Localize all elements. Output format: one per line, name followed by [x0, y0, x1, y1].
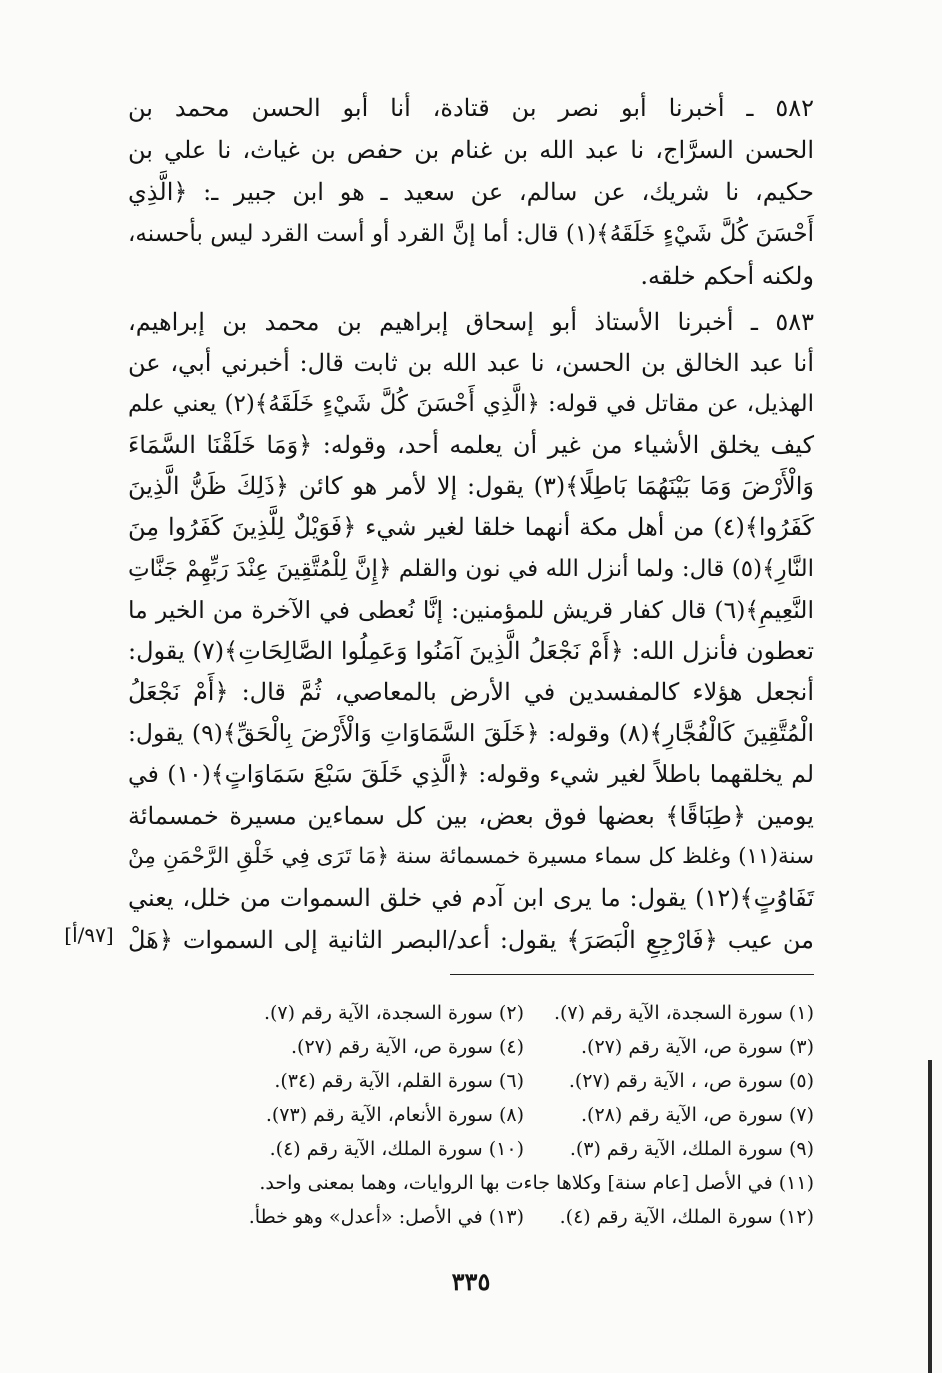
footnote: (٦) سورة القلم، الآية رقم (٣٤). [274, 1070, 524, 1092]
footnote: (١١) في الأصل [عام سنة] وكلاها جاءت بها الروايات، وهما بمعنى واحد. [259, 1172, 814, 1194]
text-line: النَّارِ﴾(٥) قال: ولما أنزل الله في نون والقلم ﴿إِنَّ لِلْمُتَّقِينَ عِنْدَ رَبِّهِمْ جَنَّاتِ [128, 556, 814, 582]
manuscript-folio-reference: [٩٧/أ] [64, 923, 114, 947]
text-line: الهذيل، عن مقاتل في قوله: ﴿الَّذِي أَحْسَنَ كُلَّ شَيْءٍ خَلَقَهُ﴾(٢) يعني علم [128, 391, 814, 417]
footnote-row [124, 996, 814, 1030]
footnote-row [124, 1098, 814, 1132]
footnote: (١٣) في الأصل: «أعدل» وهو خطأ. [248, 1206, 524, 1228]
footnote-row [124, 1132, 814, 1166]
footnote: (١٠) سورة الملك، الآية رقم (٤). [269, 1138, 524, 1160]
text-line: تعطون فأنزل الله: ﴿أَمْ نَجْعَلُ الَّذِينَ آمَنُوا وَعَمِلُوا الصَّالِحَاتِ﴾(٧) يقول: [128, 637, 815, 665]
text-line: سنة(١١) وغلظ كل سماء مسيرة خمسمائة سنة ﴿مَا تَرَى فِي خَلْقِ الرَّحْمَنِ مِنْ [128, 844, 814, 869]
text-line: تَفَاوُتٍ﴾(١٢) يقول: ما يرى ابن آدم في خلق السموات من خلل، يعني [128, 884, 814, 912]
footnote: (٥) سورة ص، ، الآية رقم (٢٧). [568, 1070, 814, 1092]
text-line: حكيم، نا شريك، عن سالم، عن سعيد ـ هو ابن جبير ـ: ﴿الَّذِي [128, 178, 814, 206]
text-line: أنجعل هؤلاء كالمفسدين في الأرض بالمعاصي، ثُمَّ قال: ﴿أَمْ نَجْعَلُ [128, 678, 814, 706]
footnote-row [124, 1064, 814, 1098]
text-line: الْمُتَّقِينَ كَالْفُجَّارِ﴾(٨) وقوله: ﴿خَلَقَ السَّمَاوَاتِ وَالْأَرْضَ بِالْحَقِّ﴾(٩) يقول: [128, 719, 814, 747]
text-line: كَفَرُوا﴾(٤) من أهل مكة أنهما خلقا لغير شيء ﴿فَوَيْلٌ لِلَّذِينَ كَفَرُوا مِنَ [128, 513, 814, 541]
text-line: النَّعِيمِ﴾(٦) قال كفار قريش للمؤمنين: إنَّا نُعطى في الآخرة من الخير ما [128, 596, 814, 624]
text-line: أَحْسَنَ كُلَّ شَيْءٍ خَلَقَهُ﴾(١) قال: أما إنَّ القرد أو أست القرد ليس بأحسنه، [128, 221, 814, 247]
footnote: (٣) سورة ص، الآية رقم (٢٧). [581, 1036, 814, 1058]
footnote: (٢) سورة السجدة، الآية رقم (٧). [263, 1002, 524, 1024]
footnote-row [124, 1200, 814, 1234]
text-line: يومين ﴿طِبَاقًا﴾ بعضها فوق بعض، بين كل سماءين مسيرة خمسمائة [128, 802, 814, 830]
footnote: (٩) سورة الملك، الآية رقم (٣). [569, 1138, 814, 1160]
text-line: لم يخلقهما باطلاً لغير شيء وقوله: ﴿الَّذِي خَلَقَ سَبْعَ سَمَاوَاتٍ﴾(١٠) في [128, 760, 814, 788]
footnote: (١) سورة السجدة، الآية رقم (٧). [553, 1002, 814, 1024]
text-line: أنا عبد الخالق بن الحسن، نا عبد الله بن ثابت قال: أخبرني أبي، عن [128, 349, 814, 377]
footnote: (١٢) سورة الملك، الآية رقم (٤). [559, 1206, 814, 1228]
text-line: وَالْأَرْضَ وَمَا بَيْنَهُمَا بَاطِلًا﴾(٣) يقول: إلا لأمر هو كائن ﴿ذَلِكَ ظَنُّ الَّذِينَ [128, 472, 814, 500]
page-edge-shadow [928, 1060, 932, 1373]
footnote-row [124, 1030, 814, 1064]
text-line: من عيب ﴿فَارْجِعِ الْبَصَرَ﴾ يقول: أعد/البصر الثانية إلى السموات ﴿هَلْ [128, 926, 814, 954]
page-number: ٣٣٥ [451, 1267, 491, 1296]
text-line: ٥٨٢ ـ أخبرنا أبو نصر بن قتادة، أنا أبو الحسن محمد بن [128, 94, 814, 122]
text-line: كيف يخلق الأشياء من غير أن يعلمه أحد، وقوله: ﴿وَمَا خَلَقْنَا السَّمَاءَ [128, 431, 814, 459]
footnote-separator [450, 974, 814, 975]
text-line: ٥٨٣ ـ أخبرنا الأستاذ أبو إسحاق إبراهيم بن محمد بن إبراهيم، [128, 308, 814, 336]
footnote: (٤) سورة ص، الآية رقم (٢٧). [291, 1036, 524, 1058]
text-line: ولكنه أحكم خلقه. [640, 262, 814, 290]
footnote-row [124, 1166, 814, 1200]
text-line: الحسن السرَّاج، نا عبد الله بن غنام بن حفص بن غياث، نا علي بن [128, 136, 814, 164]
footnote: (٨) سورة الأنعام، الآية رقم (٧٣). [265, 1104, 524, 1126]
footnote: (٧) سورة ص، الآية رقم (٢٨). [581, 1104, 814, 1126]
